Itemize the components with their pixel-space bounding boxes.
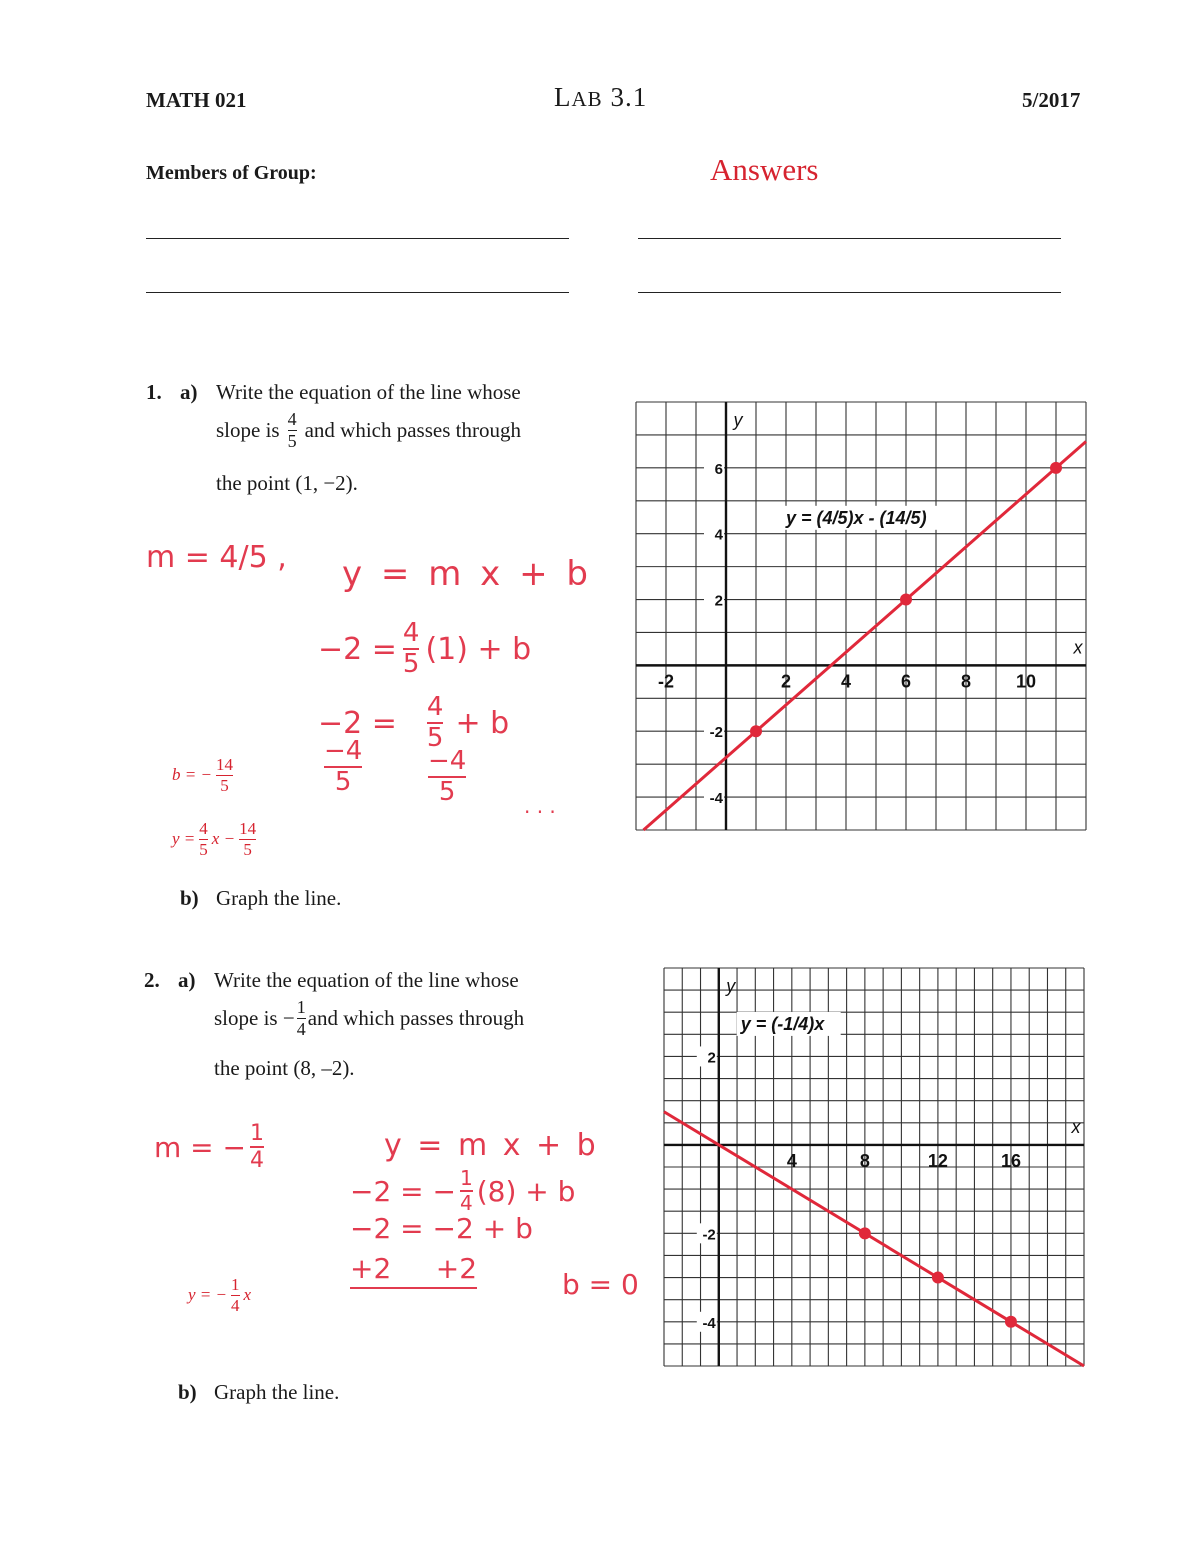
q2-work-eq2-num: 1 bbox=[460, 1166, 473, 1190]
x-tick-label: 6 bbox=[900, 671, 912, 692]
q1-slope-num: 4 bbox=[287, 409, 297, 429]
q1-work-eq4-b-num: −4 bbox=[428, 746, 467, 776]
answers-heading: Answers bbox=[710, 152, 819, 187]
y-tick-label: 6 bbox=[714, 460, 723, 478]
q1-work-eq3-num: 4 bbox=[426, 692, 444, 722]
x-tick-label: 10 bbox=[1015, 671, 1037, 692]
q1-work-eq2-left: −2 = bbox=[318, 631, 397, 667]
q1-part-a: a) bbox=[180, 380, 198, 404]
q2-work-m-prefix: m = − bbox=[154, 1130, 246, 1164]
q2-slope-prefix: slope is − bbox=[214, 1005, 295, 1030]
q1-answer-den1: 5 bbox=[199, 839, 208, 859]
data-point bbox=[750, 725, 762, 737]
lab-title-small: AB bbox=[571, 87, 603, 111]
q1-answer-y-prefix: y = bbox=[172, 829, 196, 849]
q1-answer-b bbox=[172, 756, 237, 795]
q1-work-eq1: y = m x + b bbox=[342, 554, 592, 594]
q1-answer-frac2 bbox=[239, 820, 256, 859]
q2-work-b: b = 0 bbox=[562, 1268, 639, 1301]
q1-answer-den2: 5 bbox=[243, 839, 252, 859]
q1-work-eq3-left: −2 = bbox=[318, 705, 397, 741]
q1-work-eq4-b bbox=[428, 748, 466, 807]
q1-part-b-text: Graph the line. bbox=[216, 886, 342, 910]
data-point bbox=[859, 1227, 871, 1239]
q1-work-eq3-den: 5 bbox=[426, 723, 444, 754]
q1-slope-suffix: and which passes through bbox=[304, 417, 521, 442]
q1-work-eq3-right: + b bbox=[455, 705, 510, 741]
y-axis-label: y bbox=[726, 976, 736, 996]
q2-answer-den: 4 bbox=[231, 1295, 240, 1315]
lab-title bbox=[554, 82, 647, 113]
q2-slope-num: 1 bbox=[296, 997, 306, 1017]
y-axis-label: y bbox=[733, 410, 743, 430]
name-line-2 bbox=[638, 238, 1061, 239]
equation-label: y = (4/5)x - (14/5) bbox=[786, 507, 927, 528]
q2-work-eq3: −2 = −2 + b bbox=[350, 1212, 533, 1245]
x-tick-label: 8 bbox=[859, 1150, 870, 1171]
q2-work-eq2-right: (8) + b bbox=[476, 1174, 576, 1208]
q1-work-eq4-a-num: −4 bbox=[324, 736, 363, 766]
lab-title-number: 3.1 bbox=[610, 82, 648, 112]
name-line-4 bbox=[638, 292, 1061, 293]
x-tick-label: 12 bbox=[927, 1150, 948, 1171]
x-axis-label: x bbox=[1073, 637, 1083, 658]
q2-part-b: b) bbox=[178, 1380, 197, 1404]
q2-part-b-text: Graph the line. bbox=[214, 1380, 340, 1404]
q1-work-eq3-frac bbox=[427, 694, 444, 753]
q2-work-eq2-den: 4 bbox=[460, 1191, 473, 1215]
q2-answer-prefix: y = − bbox=[188, 1285, 227, 1305]
group-label: Members of Group: bbox=[146, 162, 317, 184]
name-line-1 bbox=[146, 238, 569, 239]
q2-slope-fraction bbox=[297, 998, 306, 1039]
y-tick-label: -2 bbox=[702, 1226, 716, 1244]
x-tick-label: -2 bbox=[657, 671, 675, 692]
q2-slope-den: 4 bbox=[296, 1018, 306, 1039]
q2-work-slope bbox=[154, 1122, 268, 1172]
q1-work-eq4-a-den: 5 bbox=[334, 767, 352, 798]
q1-slope-den: 5 bbox=[287, 430, 297, 451]
q2-answer-suffix: x bbox=[243, 1285, 252, 1305]
q1-answer-mid: x − bbox=[211, 829, 236, 849]
q1-work-eq4-b-den: 5 bbox=[438, 777, 456, 808]
q1-part-b: b) bbox=[180, 886, 199, 910]
y-tick-label: 2 bbox=[707, 1049, 716, 1067]
x-tick-label: 4 bbox=[786, 1150, 797, 1171]
q1-work-eq2 bbox=[318, 620, 531, 679]
q1-prompt-slope bbox=[216, 410, 521, 451]
q2-work-m-frac bbox=[250, 1122, 264, 1172]
q2-answer-frac bbox=[231, 1276, 240, 1315]
data-point bbox=[932, 1272, 944, 1284]
q1-answer-b-num: 14 bbox=[215, 755, 233, 774]
x-axis-label: x bbox=[1071, 1116, 1081, 1137]
q1-work-dots: . . . bbox=[524, 794, 556, 818]
x-tick-label: 16 bbox=[1000, 1150, 1021, 1171]
q2-point: the point (8, –2). bbox=[214, 1056, 355, 1080]
graph-line bbox=[664, 1112, 1084, 1366]
q1-graph bbox=[630, 398, 1092, 834]
y-tick-label: -4 bbox=[709, 790, 723, 808]
q2-work-eq4: +2 +2 bbox=[350, 1252, 477, 1289]
x-tick-label: 8 bbox=[960, 671, 972, 692]
q2-work-eq1: y = m x + b bbox=[384, 1128, 599, 1163]
lab-date: 5/2017 bbox=[1022, 88, 1081, 112]
q1-answer-equation bbox=[172, 820, 260, 859]
equation-label: y = (-1/4)x bbox=[740, 1013, 825, 1034]
q1-answer-b-den: 5 bbox=[220, 775, 229, 795]
graph-line bbox=[644, 442, 1087, 830]
lab-title-prefix: L bbox=[554, 82, 572, 112]
q2-answer-equation bbox=[188, 1276, 251, 1315]
q1-prompt-line1: Write the equation of the line whose bbox=[216, 380, 521, 404]
q1-work-eq2-frac bbox=[403, 620, 420, 679]
q1-work-eq2-right: (1) + b bbox=[425, 631, 532, 667]
y-tick-label: 4 bbox=[714, 526, 723, 544]
q2-work-eq2 bbox=[350, 1168, 575, 1214]
q1-work-slope: m = 4/5 , bbox=[146, 540, 287, 575]
q1-answer-num2: 14 bbox=[239, 819, 257, 838]
q1-number: 1. bbox=[146, 380, 162, 404]
q2-graph bbox=[656, 962, 1090, 1370]
q1-work-eq2-den: 5 bbox=[402, 649, 420, 680]
q2-slope-suffix: and which passes through bbox=[307, 1005, 525, 1030]
q1-work-eq2-num: 4 bbox=[402, 618, 420, 648]
q2-work-m-den: 4 bbox=[250, 1148, 264, 1174]
q2-work-eq2-frac bbox=[460, 1168, 473, 1214]
q2-work-m-num: 1 bbox=[250, 1121, 264, 1146]
course-code: MATH 021 bbox=[146, 88, 247, 112]
q2-part-a: a) bbox=[178, 968, 196, 992]
y-tick-label: 2 bbox=[714, 592, 723, 610]
name-line-3 bbox=[146, 292, 569, 293]
q1-answer-b-frac bbox=[216, 756, 233, 795]
data-point bbox=[900, 594, 912, 606]
q1-work-eq4-a bbox=[324, 738, 362, 797]
q2-prompt-slope bbox=[214, 998, 524, 1039]
q1-slope-prefix: slope is bbox=[216, 417, 280, 442]
y-tick-label: -2 bbox=[709, 724, 723, 742]
q2-number: 2. bbox=[144, 968, 160, 992]
data-point bbox=[1005, 1316, 1017, 1328]
q1-point: the point (1, −2). bbox=[216, 471, 358, 495]
q1-answer-frac1 bbox=[199, 820, 208, 859]
x-tick-label: 2 bbox=[780, 671, 792, 692]
q1-answer-num1: 4 bbox=[199, 819, 208, 838]
q1-slope-fraction bbox=[288, 410, 297, 451]
x-tick-label: 4 bbox=[840, 671, 852, 692]
data-point bbox=[1050, 462, 1062, 474]
q2-work-eq2-left: −2 = − bbox=[350, 1174, 456, 1208]
q1-answer-b-prefix: b = − bbox=[172, 765, 212, 785]
q2-prompt-line1: Write the equation of the line whose bbox=[214, 968, 519, 992]
q2-answer-num: 1 bbox=[231, 1275, 240, 1294]
y-tick-label: -4 bbox=[702, 1314, 716, 1332]
